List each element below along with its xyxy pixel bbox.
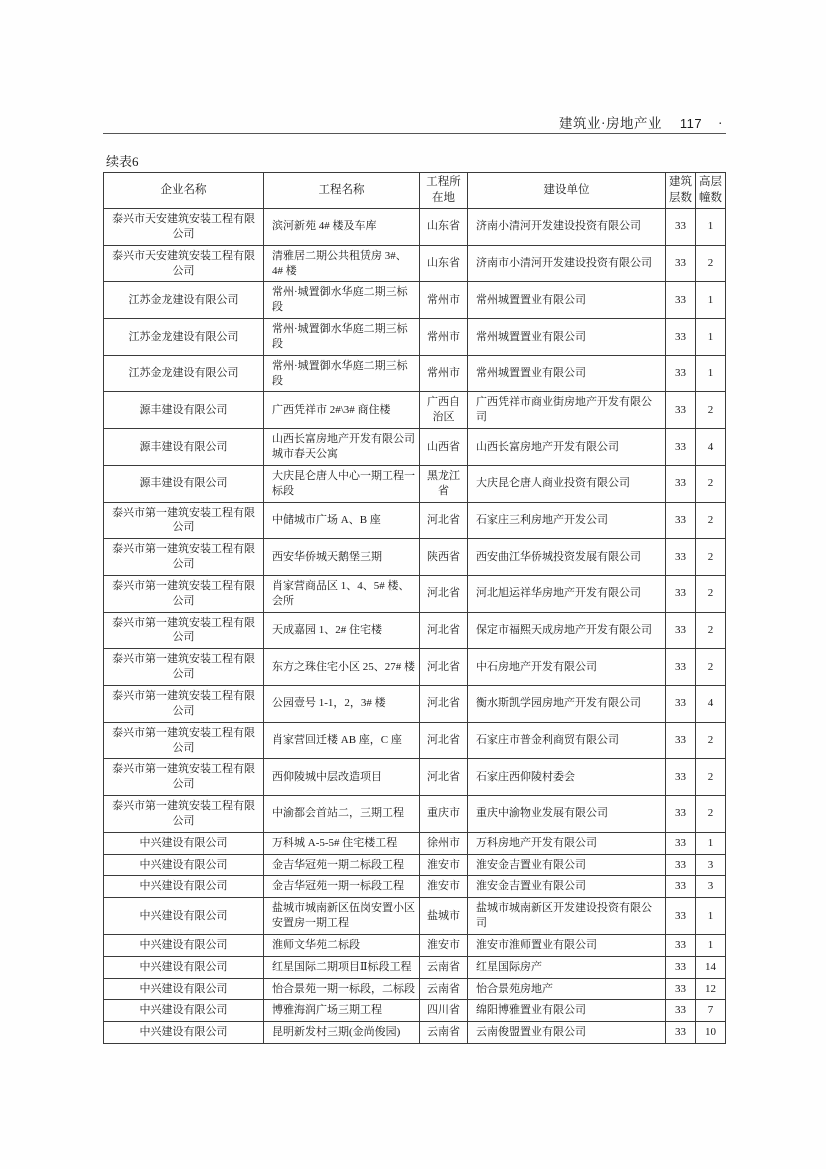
cell-owner: 石家庄西仰陵村委会: [468, 759, 666, 796]
cell-place: 淮安市: [420, 876, 468, 898]
table-row: [104, 282, 726, 319]
cell-blocks: 2: [696, 502, 726, 539]
header-title: 建筑业·房地产业: [559, 116, 663, 131]
table-row: [104, 854, 726, 876]
cell-place: 河北省: [420, 722, 468, 759]
cell-floors: 33: [666, 392, 696, 429]
cell-place: 山东省: [420, 245, 468, 282]
cell-blocks: 2: [696, 392, 726, 429]
cell-owner: 云南俊盟置业有限公司: [468, 1022, 666, 1044]
cell-place: 河北省: [420, 649, 468, 686]
cell-floors: 33: [666, 319, 696, 356]
cell-company: 泰兴市天安建筑安装工程有限公司: [104, 209, 264, 246]
cell-company: 中兴建设有限公司: [104, 832, 264, 854]
column-header-floors-line2: 层数: [669, 191, 692, 204]
cell-place: 黑龙江省: [420, 465, 468, 502]
cell-project: 肖家营商品区 1、4、5# 楼、会所: [264, 575, 420, 612]
cell-project: 昆明新发村三期(金尚俊园): [264, 1022, 420, 1044]
cell-blocks: 3: [696, 876, 726, 898]
page-number: 117: [679, 116, 703, 131]
cell-blocks: 1: [696, 209, 726, 246]
cell-place: 常州市: [420, 355, 468, 392]
page-header: [559, 112, 723, 132]
cell-place: 陕西省: [420, 539, 468, 576]
cell-company: 泰兴市第一建筑安装工程有限公司: [104, 685, 264, 722]
cell-owner: 山西长富房地产开发有限公司: [468, 429, 666, 466]
cell-blocks: 2: [696, 575, 726, 612]
column-header-blocks-line1: 高层: [699, 176, 722, 188]
table-row: [104, 649, 726, 686]
cell-place: 云南省: [420, 956, 468, 978]
cell-owner: 大庆昆仑唐人商业投资有限公司: [468, 465, 666, 502]
cell-place: 云南省: [420, 978, 468, 1000]
cell-place: 河北省: [420, 612, 468, 649]
cell-place: 广西自治区: [420, 392, 468, 429]
cell-floors: 33: [666, 1000, 696, 1022]
table-row: [104, 898, 726, 935]
cell-owner: 万科房地产开发有限公司: [468, 832, 666, 854]
cell-floors: 33: [666, 502, 696, 539]
table-row: [104, 685, 726, 722]
cell-blocks: 1: [696, 898, 726, 935]
cell-blocks: 2: [696, 245, 726, 282]
cell-project: 淮师文华苑二标段: [264, 934, 420, 956]
cell-project: 西仰陵城中层改造项目: [264, 759, 420, 796]
column-header-company: 企业名称: [104, 173, 264, 209]
cell-floors: 33: [666, 956, 696, 978]
table-row: [104, 575, 726, 612]
cell-owner: 常州城置置业有限公司: [468, 319, 666, 356]
cell-project: 广西凭祥市 2#\3# 商住楼: [264, 392, 420, 429]
cell-owner: 石家庄三利房地产开发公司: [468, 502, 666, 539]
cell-place: 盐城市: [420, 898, 468, 935]
cell-company: 泰兴市第一建筑安装工程有限公司: [104, 612, 264, 649]
cell-project: 盐城市城南新区伍岗安置小区安置房一期工程: [264, 898, 420, 935]
cell-floors: 33: [666, 465, 696, 502]
cell-floors: 33: [666, 722, 696, 759]
table-row: [104, 978, 726, 1000]
cell-company: 源丰建设有限公司: [104, 429, 264, 466]
column-header-project: 工程名称: [264, 173, 420, 209]
column-header-blocks: [696, 173, 726, 209]
cell-project: 红星国际二期项目Ⅱ标段工程: [264, 956, 420, 978]
cell-owner: 西安曲江华侨城投资发展有限公司: [468, 539, 666, 576]
cell-owner: 广西凭祥市商业街房地产开发有限公司: [468, 392, 666, 429]
cell-place: 常州市: [420, 319, 468, 356]
cell-blocks: 2: [696, 759, 726, 796]
cell-project: 中储城市广场 A、B 座: [264, 502, 420, 539]
cell-project: 滨河新苑 4# 楼及车库: [264, 209, 420, 246]
cell-blocks: 1: [696, 319, 726, 356]
cell-floors: 33: [666, 355, 696, 392]
table-row: [104, 832, 726, 854]
cell-owner: 常州城置置业有限公司: [468, 355, 666, 392]
cell-owner: 石家庄市普金利商贸有限公司: [468, 722, 666, 759]
cell-company: 江苏金龙建设有限公司: [104, 319, 264, 356]
cell-project: 山西长富房地产开发有限公司城市春天公寓: [264, 429, 420, 466]
table-row: [104, 934, 726, 956]
cell-project: 金吉华冠苑一期一标段工程: [264, 876, 420, 898]
table-row: [104, 722, 726, 759]
data-table-container: [103, 172, 725, 1044]
table-row: [104, 796, 726, 833]
cell-floors: 33: [666, 245, 696, 282]
cell-company: 泰兴市第一建筑安装工程有限公司: [104, 796, 264, 833]
cell-company: 泰兴市第一建筑安装工程有限公司: [104, 502, 264, 539]
table-row: [104, 876, 726, 898]
cell-blocks: 12: [696, 978, 726, 1000]
cell-company: 中兴建设有限公司: [104, 854, 264, 876]
cell-place: 山西省: [420, 429, 468, 466]
cell-place: 常州市: [420, 282, 468, 319]
cell-blocks: 14: [696, 956, 726, 978]
cell-project: 常州·城置御水华庭二期三标段: [264, 319, 420, 356]
cell-blocks: 2: [696, 465, 726, 502]
cell-project: 常州·城置御水华庭二期三标段: [264, 282, 420, 319]
cell-company: 中兴建设有限公司: [104, 876, 264, 898]
cell-company: 泰兴市第一建筑安装工程有限公司: [104, 649, 264, 686]
table-row: [104, 319, 726, 356]
cell-place: 河北省: [420, 685, 468, 722]
cell-floors: 33: [666, 934, 696, 956]
cell-company: 源丰建设有限公司: [104, 465, 264, 502]
cell-floors: 33: [666, 539, 696, 576]
cell-owner: 济南市小清河开发建设投资有限公司: [468, 245, 666, 282]
cell-blocks: 7: [696, 1000, 726, 1022]
cell-place: 淮安市: [420, 854, 468, 876]
cell-project: 博雅海润广场三期工程: [264, 1000, 420, 1022]
cell-owner: 绵阳博雅置业有限公司: [468, 1000, 666, 1022]
cell-owner: 河北旭运祥华房地产开发有限公司: [468, 575, 666, 612]
cell-place: 河北省: [420, 759, 468, 796]
cell-place: 山东省: [420, 209, 468, 246]
column-header-blocks-line2: 幢数: [699, 191, 722, 204]
table-body: [104, 209, 726, 1044]
table-row: [104, 539, 726, 576]
cell-project: 中渝都会首站二，三期工程: [264, 796, 420, 833]
cell-owner: 盐城市城南新区开发建设投资有限公司: [468, 898, 666, 935]
cell-floors: 33: [666, 575, 696, 612]
cell-project: 东方之珠住宅小区 25、27# 楼: [264, 649, 420, 686]
cell-project: 常州·城置御水华庭二期三标段: [264, 355, 420, 392]
table-row: [104, 429, 726, 466]
cell-blocks: 3: [696, 854, 726, 876]
cell-place: 云南省: [420, 1022, 468, 1044]
cell-blocks: 1: [696, 934, 726, 956]
column-header-owner: 建设单位: [468, 173, 666, 209]
cell-company: 中兴建设有限公司: [104, 956, 264, 978]
cell-place: 河北省: [420, 502, 468, 539]
cell-place: 徐州市: [420, 832, 468, 854]
cell-floors: 33: [666, 649, 696, 686]
cell-owner: 淮安市淮师置业有限公司: [468, 934, 666, 956]
cell-floors: 33: [666, 612, 696, 649]
header-rule: [103, 133, 726, 134]
cell-blocks: 1: [696, 355, 726, 392]
cell-company: 中兴建设有限公司: [104, 978, 264, 1000]
table-row: [104, 612, 726, 649]
cell-blocks: 1: [696, 282, 726, 319]
cell-blocks: 10: [696, 1022, 726, 1044]
cell-blocks: 2: [696, 649, 726, 686]
cell-owner: 保定市福熙天成房地产开发有限公司: [468, 612, 666, 649]
cell-floors: 33: [666, 978, 696, 1000]
cell-owner: 淮安金吉置业有限公司: [468, 876, 666, 898]
cell-floors: 33: [666, 898, 696, 935]
cell-blocks: 4: [696, 685, 726, 722]
cell-company: 泰兴市第一建筑安装工程有限公司: [104, 759, 264, 796]
cell-company: 江苏金龙建设有限公司: [104, 355, 264, 392]
column-header-floors: [666, 173, 696, 209]
cell-project: 金吉华冠苑一期二标段工程: [264, 854, 420, 876]
continuation-label: 续表6: [106, 154, 139, 169]
table-row: [104, 355, 726, 392]
cell-project: 公园壹号 1-1，2，3# 楼: [264, 685, 420, 722]
cell-blocks: 4: [696, 429, 726, 466]
cell-blocks: 2: [696, 612, 726, 649]
cell-floors: 33: [666, 759, 696, 796]
cell-owner: 淮安金吉置业有限公司: [468, 854, 666, 876]
table-row: [104, 465, 726, 502]
cell-floors: 33: [666, 876, 696, 898]
cell-project: 西安华侨城天鹅堡三期: [264, 539, 420, 576]
cell-floors: 33: [666, 429, 696, 466]
cell-project: 肖家营回迁楼 AB 座，C 座: [264, 722, 420, 759]
table-header: [104, 173, 726, 209]
cell-project: 天成嘉园 1、2# 住宅楼: [264, 612, 420, 649]
cell-company: 中兴建设有限公司: [104, 1022, 264, 1044]
cell-place: 重庆市: [420, 796, 468, 833]
cell-project: 怡合景苑一期一标段，二标段: [264, 978, 420, 1000]
cell-place: 四川省: [420, 1000, 468, 1022]
cell-owner: 常州城置置业有限公司: [468, 282, 666, 319]
cell-company: 源丰建设有限公司: [104, 392, 264, 429]
cell-project: 万科城 A-5-5# 住宅楼工程: [264, 832, 420, 854]
cell-floors: 33: [666, 796, 696, 833]
column-header-place: [420, 173, 468, 209]
cell-floors: 33: [666, 854, 696, 876]
cell-floors: 33: [666, 1022, 696, 1044]
cell-owner: 济南小清河开发建设投资有限公司: [468, 209, 666, 246]
cell-project: 清雅居二期公共租赁房 3#、4# 楼: [264, 245, 420, 282]
cell-blocks: 1: [696, 832, 726, 854]
cell-owner: 中石房地产开发有限公司: [468, 649, 666, 686]
cell-company: 中兴建设有限公司: [104, 898, 264, 935]
cell-floors: 33: [666, 209, 696, 246]
cell-floors: 33: [666, 832, 696, 854]
cell-blocks: 2: [696, 539, 726, 576]
cell-floors: 33: [666, 685, 696, 722]
cell-company: 中兴建设有限公司: [104, 1000, 264, 1022]
cell-company: 江苏金龙建设有限公司: [104, 282, 264, 319]
table-row: [104, 956, 726, 978]
cell-company: 泰兴市天安建筑安装工程有限公司: [104, 245, 264, 282]
cell-owner: 重庆中渝物业发展有限公司: [468, 796, 666, 833]
cell-floors: 33: [666, 282, 696, 319]
table-row: [104, 1022, 726, 1044]
table-row: [104, 245, 726, 282]
cell-company: 泰兴市第一建筑安装工程有限公司: [104, 575, 264, 612]
cell-blocks: 2: [696, 722, 726, 759]
header-row: [104, 173, 726, 209]
data-table: [103, 172, 726, 1044]
table-row: [104, 759, 726, 796]
header-trailing-dot: ·: [718, 116, 723, 131]
table-row: [104, 209, 726, 246]
table-row: [104, 1000, 726, 1022]
cell-company: 中兴建设有限公司: [104, 934, 264, 956]
column-header-floors-line1: 建筑: [669, 176, 692, 188]
cell-project: 大庆昆仑唐人中心一期工程一标段: [264, 465, 420, 502]
column-header-place-line2: 在地: [432, 191, 455, 204]
cell-place: 河北省: [420, 575, 468, 612]
table-row: [104, 392, 726, 429]
column-header-place-line1: 工程所: [426, 176, 461, 188]
cell-blocks: 2: [696, 796, 726, 833]
table-row: [104, 502, 726, 539]
cell-company: 泰兴市第一建筑安装工程有限公司: [104, 722, 264, 759]
cell-owner: 红星国际房产: [468, 956, 666, 978]
cell-company: 泰兴市第一建筑安装工程有限公司: [104, 539, 264, 576]
cell-place: 淮安市: [420, 934, 468, 956]
cell-owner: 衡水斯凯学园房地产开发有限公司: [468, 685, 666, 722]
cell-owner: 怡合景苑房地产: [468, 978, 666, 1000]
